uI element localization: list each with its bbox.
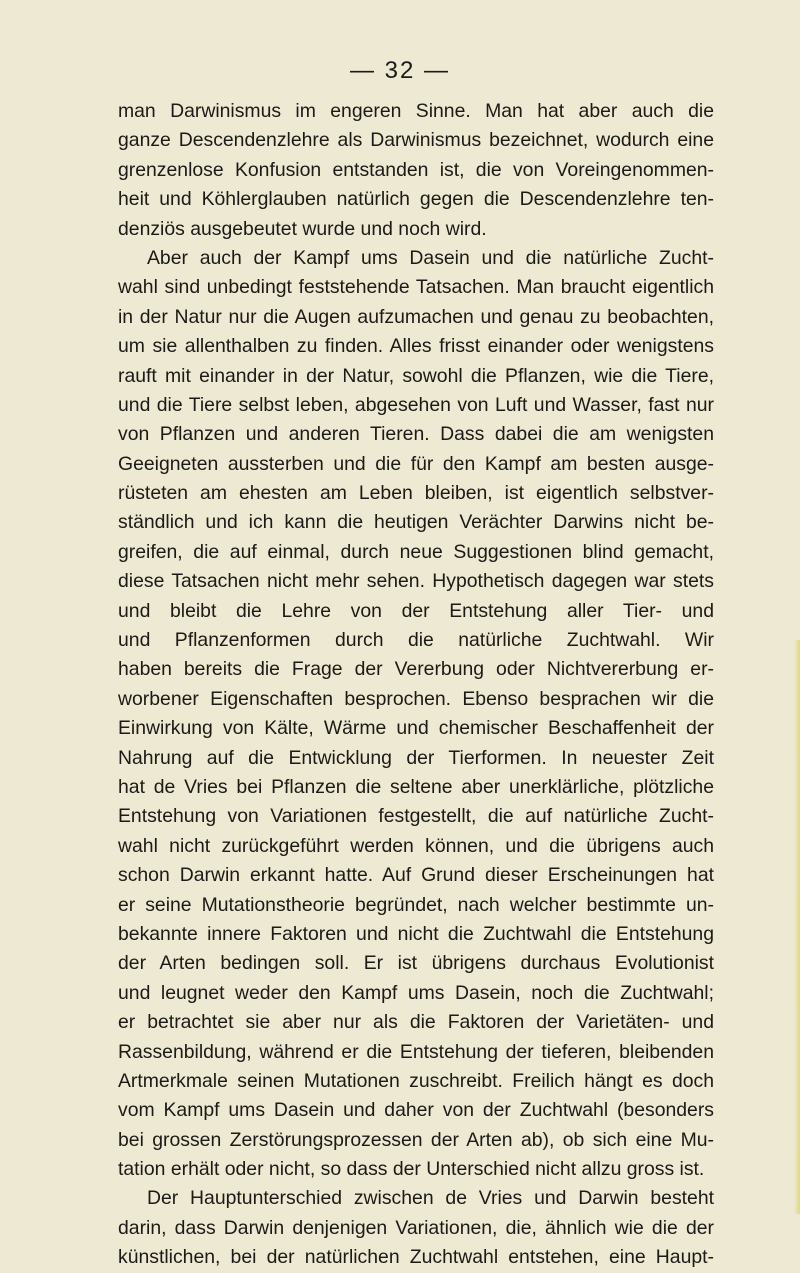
- text-line: greifen, die auf einmal, durch neue Suggestionen blind gemacht,: [118, 540, 714, 563]
- text-line: Artmerkmale seinen Mutationen zuschreibt. Freilich hängt es doch: [118, 1069, 714, 1092]
- page-number: — 32 —: [349, 57, 451, 84]
- text-line: er betrachtet sie aber nur als die Faktoren der Varietäten- und: [118, 1011, 714, 1034]
- text-line: ganze Descendenzlehre als Darwinismus bezeichnet, wodurch eine: [118, 129, 714, 152]
- text-line: rüsteten am ehesten am Leben bleiben, ist eigentlich selbstver-: [118, 482, 714, 505]
- text-line: Einwirkung von Kälte, Wärme und chemischer Beschaffenheit der: [118, 717, 714, 740]
- text-line: Aber auch der Kampf ums Dasein und die natürliche Zucht-: [147, 246, 714, 269]
- text-line: bekannte innere Faktoren und nicht die Zuchtwahl die Entstehung: [118, 922, 714, 945]
- text-line: wahl nicht zurückgeführt werden können, und die übrigens auch: [118, 834, 714, 857]
- text-line: ständlich und ich kann die heutigen Verächter Darwins nicht be-: [118, 511, 714, 534]
- text-line: heit und Köhlerglauben natürlich gegen die Descendenzlehre ten-: [118, 188, 714, 211]
- text-line: worbener Eigenschaften besprochen. Ebenso besprachen wir die: [118, 687, 714, 710]
- text-line: Entstehung von Variationen festgestellt, die auf natürliche Zucht-: [118, 805, 714, 828]
- text-line: der Arten bedingen soll. Er ist übrigens durchaus Evolutionist: [118, 952, 714, 975]
- text-line: diese Tatsachen nicht mehr sehen. Hypothetisch dagegen war stets: [118, 570, 714, 593]
- text-line: rauft mit einander in der Natur, sowohl die Pflanzen, wie die Tiere,: [118, 364, 714, 387]
- body-text: [118, 97, 714, 1273]
- text-line: Nahrung auf die Entwicklung der Tierformen. In neuester Zeit: [118, 746, 714, 769]
- text-line: von Pflanzen und anderen Tieren. Dass dabei die am wenigsten: [118, 423, 714, 446]
- text-line: und Pflanzenformen durch die natürliche Zuchtwahl. Wir: [118, 629, 714, 652]
- text-line: hat de Vries bei Pflanzen die seltene aber unerklärliche, plötzliche: [118, 775, 714, 798]
- text-line: denziös ausgebeutet wurde und noch wird.: [118, 217, 487, 240]
- page-edge: [794, 640, 800, 1214]
- text-line: wahl sind unbedingt feststehende Tatsachen. Man braucht eigentlich: [118, 276, 714, 299]
- text-line: und die Tiere selbst leben, abgesehen von Luft und Wasser, fast nur: [118, 393, 714, 416]
- text-line: Der Hauptunterschied zwischen de Vries und Darwin besteht: [147, 1187, 714, 1210]
- text-line: grenzenlose Konfusion entstanden ist, die von Voreingenommen-: [118, 158, 714, 181]
- text-line: um sie allenthalben zu finden. Alles frisst einander oder wenigstens: [118, 335, 714, 358]
- text-line: und bleibt die Lehre von der Entstehung aller Tier- und: [118, 599, 714, 622]
- text-line: und leugnet weder den Kampf ums Dasein, noch die Zuchtwahl;: [118, 981, 714, 1004]
- text-line: Rassenbildung, während er die Entstehung der tieferen, bleibenden: [118, 1040, 714, 1063]
- text-line: bei grossen Zerstörungsprozessen der Arten ab), ob sich eine Mu-: [118, 1128, 714, 1151]
- text-line: Geeigneten aussterben und die für den Kampf am besten ausge-: [118, 452, 714, 475]
- text-line: künstlichen, bei der natürlichen Zuchtwahl entstehen, eine Haupt-: [118, 1246, 714, 1269]
- text-line: man Darwinismus im engeren Sinne. Man hat aber auch die: [118, 100, 714, 122]
- text-line: er seine Mutationstheorie begründet, nach welcher bestimmte un-: [118, 893, 714, 916]
- text-line: vom Kampf ums Dasein und daher von der Zuchtwahl (besonders: [118, 1099, 714, 1122]
- text-line: in der Natur nur die Augen aufzumachen und genau zu beobachten,: [118, 305, 714, 328]
- text-line: haben bereits die Frage der Vererbung oder Nichtvererbung er-: [118, 658, 714, 681]
- text-line: tation erhält oder nicht, so dass der Unterschied nicht allzu gross ist.: [118, 1158, 705, 1181]
- text-line: schon Darwin erkannt hatte. Auf Grund dieser Erscheinungen hat: [118, 864, 714, 887]
- text-line: darin, dass Darwin denjenigen Variationen, die, ähnlich wie die der: [118, 1216, 714, 1239]
